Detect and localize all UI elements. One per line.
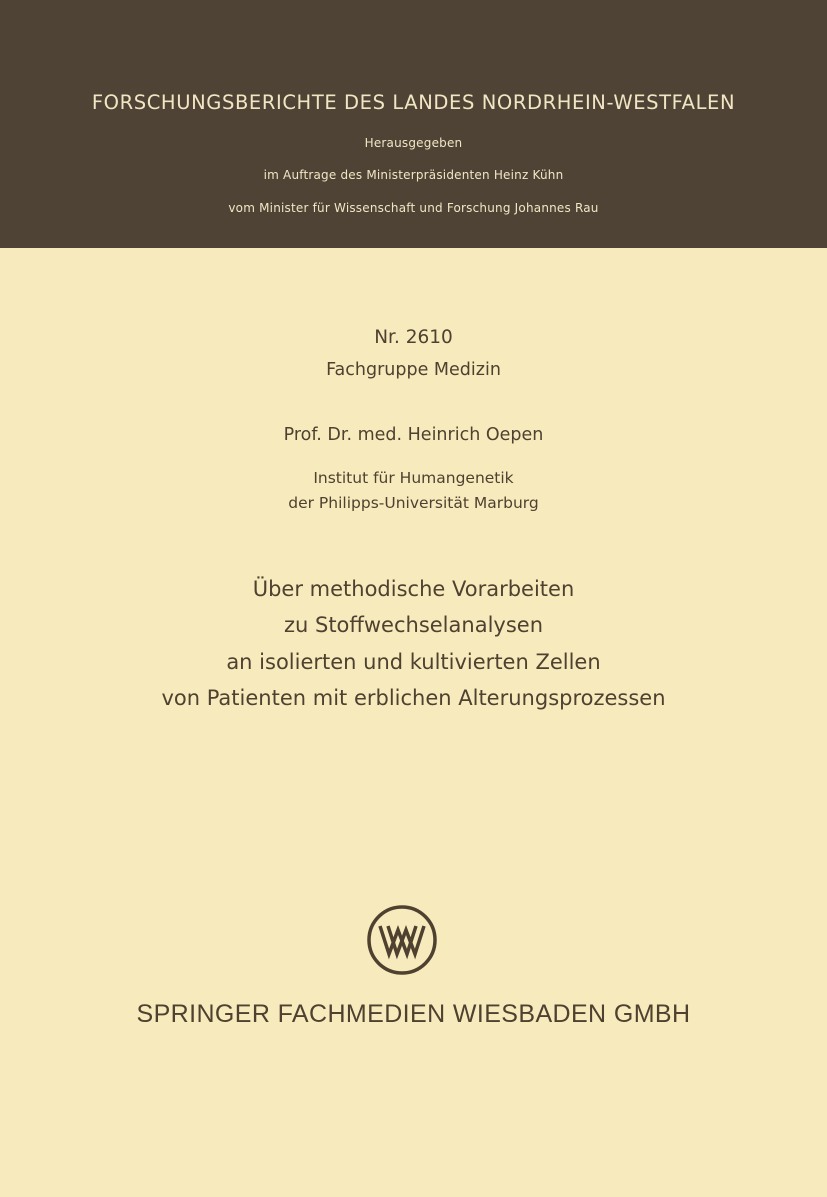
issue-number: Nr. 2610 [374,327,453,348]
publisher-name: SPRINGER FACHMEDIEN WIESBADEN GMBH [136,1000,691,1028]
header-minister-line: vom Minister für Wissenschaft und Forschung Johannes Rau [228,201,599,215]
publisher-logo-icon [366,904,438,976]
title-line-1: Über methodische Vorarbeiten [252,577,575,601]
institute-line-1: Institut für Humangenetik [313,469,514,487]
series-title: FORSCHUNGSBERICHTE DES LANDES NORDRHEIN-WESTFALEN [91,91,736,114]
title-line-4: von Patienten mit erblichen Alterungsprozessen [161,686,666,710]
header-commission-line: im Auftrage des Ministerpräsidenten Heinz Kühn [263,168,564,182]
title-line-2: zu Stoffwechselanalysen [283,613,543,637]
institute-line-2: der Philipps-Universität Marburg [288,494,539,512]
subject-group: Fachgruppe Medizin [326,360,501,380]
author-name: Prof. Dr. med. Heinrich Oepen [283,425,544,445]
header-editor-line: Herausgegeben [364,136,463,150]
header-band [0,0,827,248]
title-line-3: an isolierten und kultivierten Zellen [226,650,601,674]
